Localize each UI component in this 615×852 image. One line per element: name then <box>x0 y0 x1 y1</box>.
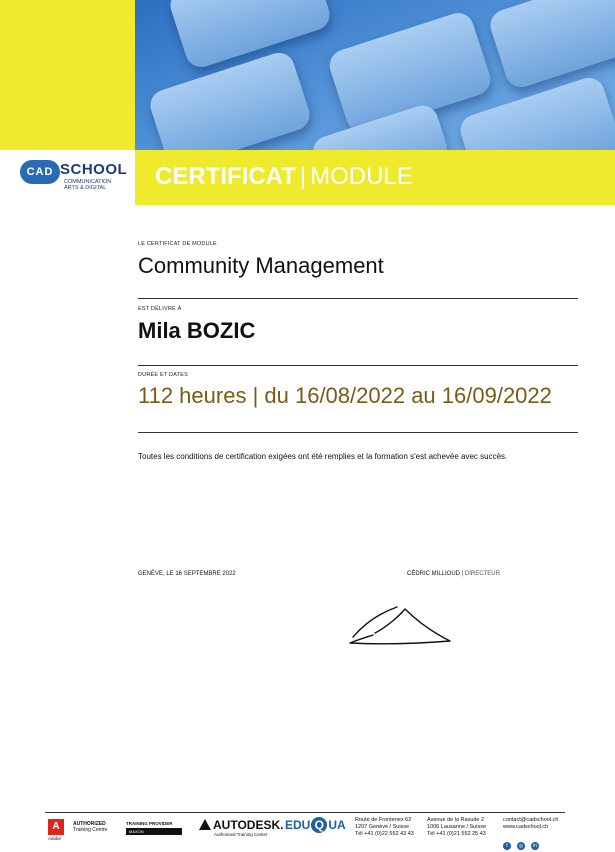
geneva-city: 1207 Genève / Suisse <box>355 824 410 830</box>
duration-value: 112 heures | du 16/08/2022 au 16/09/2022 <box>138 383 552 408</box>
autodesk-sub: Authorised Training Center <box>214 832 268 837</box>
duration-label: DURÉE ET DATES <box>138 372 188 378</box>
header-yellow-block <box>0 0 135 150</box>
eduqua-q-icon: Q <box>311 817 327 833</box>
linkedin-icon[interactable]: in <box>531 842 539 850</box>
divider <box>138 298 578 299</box>
signature <box>345 605 455 650</box>
title-separator: | <box>299 163 307 190</box>
title-light: MODULE <box>310 163 413 190</box>
adobe-word: Adobe <box>48 836 62 841</box>
autodesk-triangle-icon <box>199 819 211 830</box>
eduqua-suffix: UA <box>328 818 346 832</box>
geneva-phone: Tél +41 (0)22 552 43 43 <box>355 831 414 837</box>
eduqua-prefix: EDU <box>285 818 311 832</box>
geneva-address <box>355 817 414 838</box>
recipient-label: EST DÉLIVRÉ À <box>138 306 182 312</box>
signer-separator: | <box>460 571 465 577</box>
signer-name: CÉDRIC MILLIOUD <box>407 571 461 577</box>
place-and-date: GENÈVE, LE 16 SEPTEMBRE 2022 <box>138 571 236 577</box>
logo-school-word: SCHOOL <box>60 161 128 178</box>
module-label: LE CERTIFICAT DE MODULE <box>138 241 217 247</box>
certification-statement: Toutes les conditions de certification exigées ont été remplies et la formation s'est achevée avec succès. <box>138 452 508 461</box>
footer-divider <box>45 812 565 813</box>
contact-website[interactable]: www.cadschool.ch <box>503 824 549 830</box>
divider <box>138 365 578 366</box>
title-band <box>135 150 615 205</box>
cad-logo-mark: CAD <box>20 160 60 184</box>
training-provider-label: TRAINING PROVIDER <box>126 821 173 826</box>
authorized-sub: Training Centre <box>73 827 108 833</box>
lausanne-street: Avenue de la Rasude 2 <box>427 817 485 823</box>
divider <box>138 432 578 433</box>
facebook-icon[interactable]: f <box>503 842 511 850</box>
geneva-street: Route de Frontenex 62 <box>355 817 412 823</box>
instagram-icon[interactable]: ◎ <box>518 843 524 849</box>
adobe-authorized <box>73 821 107 833</box>
autodesk-word: AUTODESK. <box>213 818 284 832</box>
contact-info <box>503 817 558 831</box>
contact-email[interactable]: contact@cadschool.ch <box>503 817 559 823</box>
training-provider-bar: MAXON <box>126 828 182 835</box>
lausanne-phone: Tél +41 (0)21 552 25 43 <box>427 831 486 837</box>
module-name: Community Management <box>138 253 384 278</box>
social-links <box>503 834 545 852</box>
lausanne-city: 1006 Lausanne / Suisse <box>427 824 487 830</box>
logo-tagline: COMMUNICATION ARTS & DIGITAL <box>64 179 112 191</box>
recipient-name: Mila BOZIC <box>138 318 256 343</box>
authorized-label: AUTHORIZED <box>73 821 106 827</box>
signer <box>407 571 500 577</box>
lausanne-address <box>427 817 486 838</box>
title-bold: CERTIFICAT <box>155 163 296 190</box>
adobe-logo-icon: A <box>48 819 64 835</box>
eduqua-logo <box>285 817 346 833</box>
header-keyboard-photo <box>135 0 615 150</box>
cadschool-logo <box>0 150 135 205</box>
training-provider-badge <box>126 821 182 835</box>
certificate-title <box>155 163 413 191</box>
signer-role: DIRECTEUR <box>464 571 500 577</box>
